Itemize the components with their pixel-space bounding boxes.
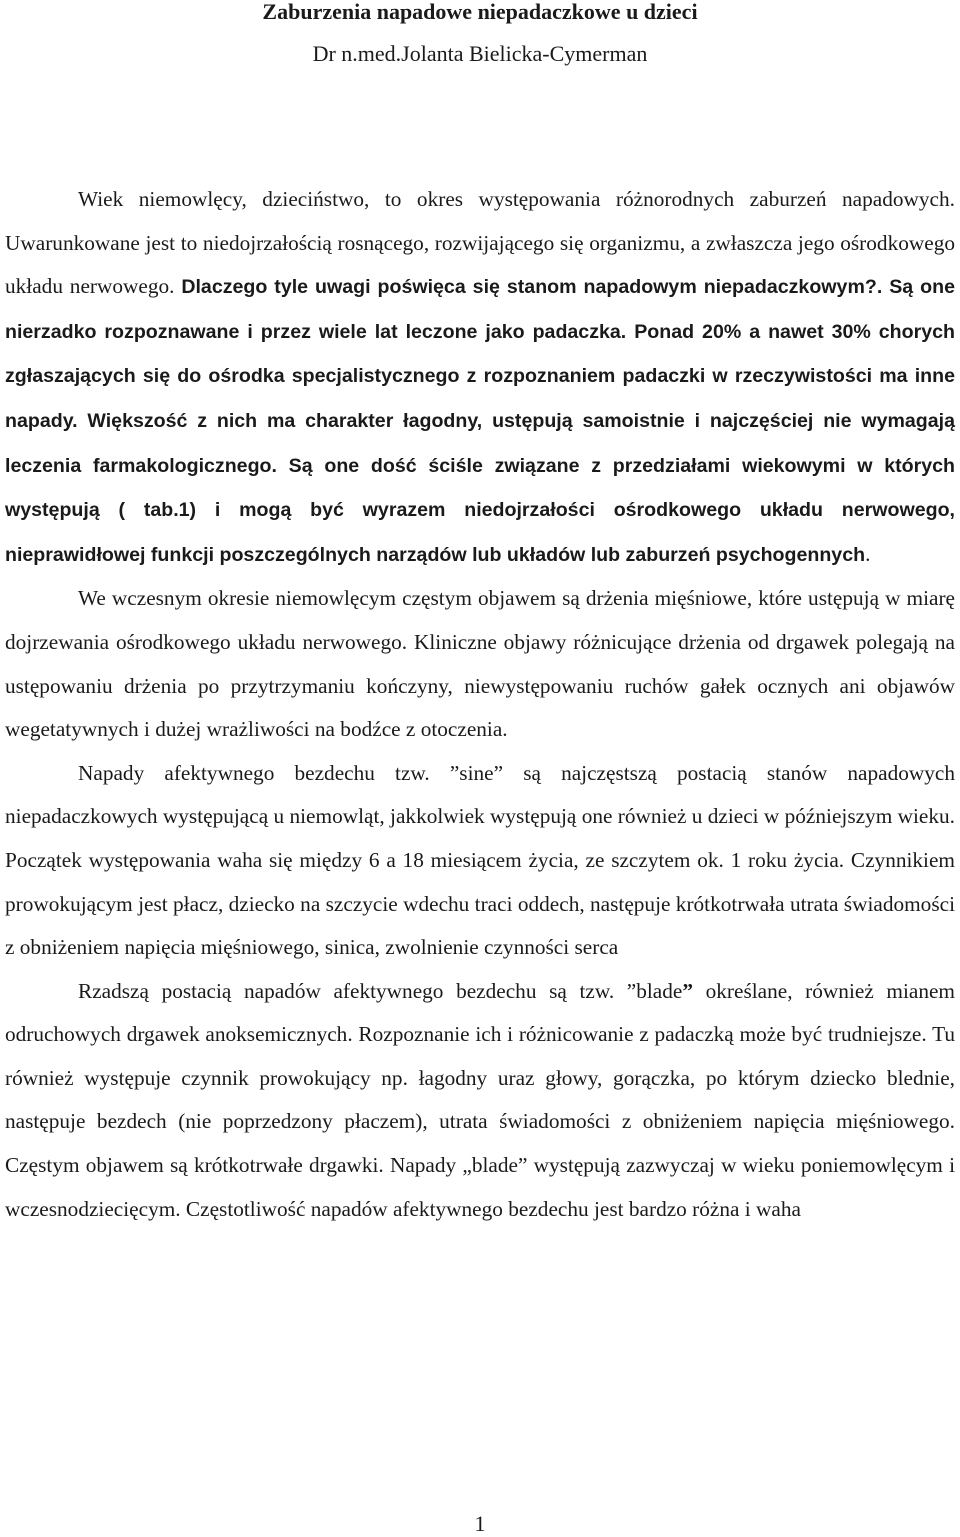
paragraph-4-quote: ”: [682, 978, 694, 1003]
paragraph-1-bold: Dlaczego tyle uwagi poświęca się stanom napadowym niepadaczkowym?. Są one nierzadko rozpoznawane i przez wiele lat leczone jako padaczka. Ponad 20% a nawet 30% chorych zgłaszających się do ośrodka specjalistycznego z rozpoznaniem padaczki w rzeczywistości ma inne napady. Większość z nich ma charakter łagodny, ustępują samoistnie i najczęściej nie wymagają leczenia farmakologicznego. Są one dość ściśle związane z przedziałami wiekowymi w których występują ( tab.1) i mogą być wyrazem niedojrzałości ośrodkowego układu nerwowego, nieprawidłowej funkcji poszczególnych narządów lub układów lub zaburzeń psychogennych: [5, 276, 955, 566]
paragraph-3: Napady afektywnego bezdechu tzw. ”sine” są najczęstszą postacią stanów napadowych niepadaczkowych występującą u niemowląt, jakkolwiek występują one również u dzieci w późniejszym wieku. Początek występowania waha się między 6 a 18 miesiącem życia, ze szczytem ok. 1 roku życia. Czynnikiem prowokującym jest płacz, dziecko na szczycie wdechu traci oddech, następuje krótkotrwała utrata świadomości z obniżeniem napięcia mięśniowego, sinica, zwolnienie czynności serca: [5, 760, 955, 960]
paragraph-4-after: określane, również mianem odruchowych drgawek anoksemicznych. Rozpoznanie ich i różnicowanie z padaczką może być trudniejsze. Tu również występuje czynnik prowokujący np. łagodny uraz głowy, gorączka, po którym dziecko blednie, następuje bezdech (nie poprzedzony płaczem), utrata świadomości z obniżeniem napięcia mięśniowego. Częstym objawem są krótkotrwałe drgawki. Napady „blade” występują zazwyczaj w wieku poniemowlęcym i wczesnodziecięcym. Częstotliwość napadów afektywnego bezdechu jest bardzo różna i waha: [5, 978, 955, 1221]
document-title: Zaburzenia napadowe niepadaczkowe u dzieci: [262, 0, 698, 24]
paragraph-2: We wczesnym okresie niemowlęcym częstym objawem są drżenia mięśniowe, które ustępują w miarę dojrzewania ośrodkowego układu nerwowego. Kliniczne objawy różnicujące drżenia od drgawek polegają na ustępowaniu drżenia po przytrzymaniu kończyny, niewystępowaniu ruchów gałek ocznych ani objawów wegetatywnych i dużej wrażliwości na bodźce z otoczenia.: [5, 586, 955, 742]
paragraph-1-end: .: [865, 541, 871, 566]
document-author: Dr n.med.Jolanta Bielicka-Cymerman: [312, 41, 648, 66]
page-number: 1: [474, 1511, 486, 1536]
paragraph-4-before: Rzadszą postacią napadów afektywnego bezdechu są tzw. ”blade: [78, 978, 683, 1003]
paragraph-4: [5, 970, 955, 1232]
paragraph-1: [5, 178, 955, 577]
paragraph-1-intro: Wiek niemowlęcy, dzieciństwo, to okres występowania różnorodnych zaburzeń napadowych. Uwarunkowane jest to niedojrzałością rosnącego, rozwijającego się organizmu, a zwłaszcza jego ośrodkowego układu nerwowego.: [5, 187, 955, 299]
document-body: [5, 178, 955, 1231]
